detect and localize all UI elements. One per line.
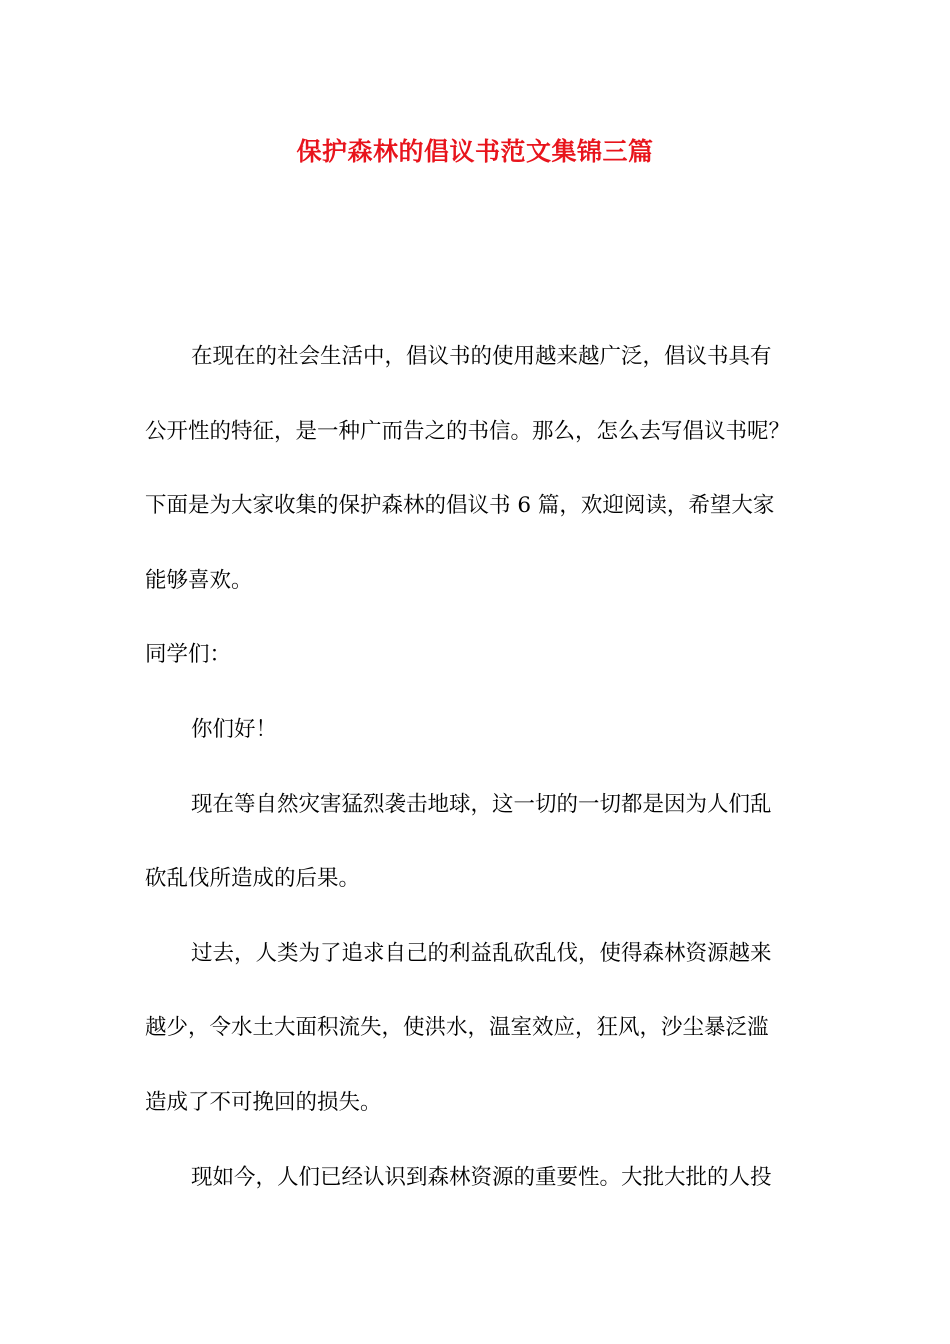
paragraph-line: 下面是为大家收集的保护森林的倡议书 6 篇，欢迎阅读，希望大家 (145, 493, 775, 519)
paragraph-line: 公开性的特征，是一种广而告之的书信。那么，怎么去写倡议书呢？ (145, 418, 791, 444)
paragraph-line: 能够喜欢。 (145, 567, 253, 593)
paragraph-line: 造成了不可挽回的损失。 (145, 1089, 382, 1115)
document-title: 保护森林的倡议书范文集锦三篇 (296, 137, 654, 166)
paragraph-line: 过去，人类为了追求自己的利益乱砍乱伐，使得森林资源越来 (191, 940, 772, 966)
paragraph-line: 现在等自然灾害猛烈袭击地球，这一切的一切都是因为人们乱 (191, 791, 772, 817)
salutation-line: 同学们： (145, 642, 232, 668)
paragraph-line: 现如今，人们已经认识到森林资源的重要性。大批大批的人投 (191, 1164, 772, 1190)
greeting-line: 你们好！ (191, 716, 278, 742)
paragraph-line: 越少，令水土大面积流失，使洪水，温室效应，狂风，沙尘暴泛滥 (145, 1015, 769, 1041)
paragraph-line: 在现在的社会生活中，倡议书的使用越来越广泛，倡议书具有 (191, 344, 772, 369)
paragraph-line: 砍乱伐所造成的后果。 (145, 866, 361, 892)
document-body (145, 320, 810, 1215)
